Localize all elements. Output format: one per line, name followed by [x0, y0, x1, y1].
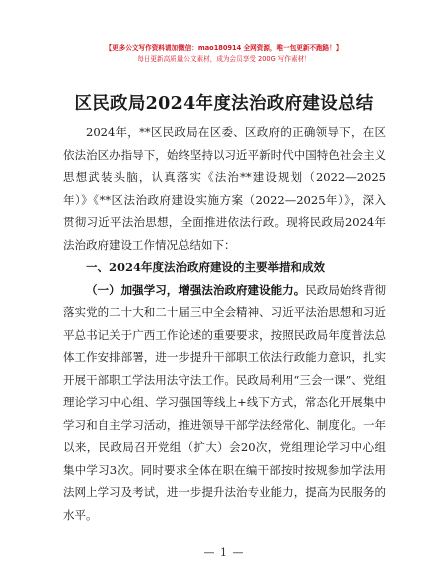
page-number: — 1 —	[203, 546, 245, 559]
promo-notice-line-1: 【更多公文写作资料请加微信：mao180914 全网资源，唯一包更新不跑路！】	[105, 44, 343, 52]
document-body	[63, 121, 386, 526]
intro-paragraph: 2024年，**区民政局在区委、区政府的正确领导下，在区依法治区办指导下，始终坚持以习近平新时代中国特色社会主义思想武装头脑，认真落实《法治**建设规划（2022—2025年）》《**区法治政府建设实施方案（2022—2025年）》，深入贯彻习近平法治思想，全面推进依法行政。现将民政局2024年法治政府建设工作情况总结如下：	[63, 125, 386, 252]
promo-notice-line-2: 每日更新高质量公文素材，成为会员享受 200G 写作素材！	[137, 55, 311, 63]
subsection-heading: （一）加强学习，增强法治政府建设能力。	[86, 282, 306, 297]
section-heading: 一、2024年度法治政府建设的主要举措和成效	[86, 260, 326, 274]
subsection-body: 民政局始终背彻落实党的二十大和二十届三中全会精神、习近平法治思想和习近平总书记关于广西工作论述的重要要求，按照民政局年度普法总体工作安排部署，进一步提升干部职工依法行政能力意识，扎实开展干部职工学法用法守法工作。民政局利用“三会一课”、党组理论学习中心组、学习强国等线上+线下方式，常态化开展集中学习和自主学习活动，推进领导干部学法经常化、制度化。一年以来，民政局召开党组（扩大）会20次，党组理论学习中心组集中学习3次。同时要求全体在职在编干部按时按规参加学法用法网上学习及考试，进一步提升法治专业能力，提高为民服务的水平。	[63, 282, 387, 522]
document-title: 区民政局2024年度法治政府建设总结	[74, 94, 374, 114]
subsection-paragraph	[63, 279, 386, 527]
